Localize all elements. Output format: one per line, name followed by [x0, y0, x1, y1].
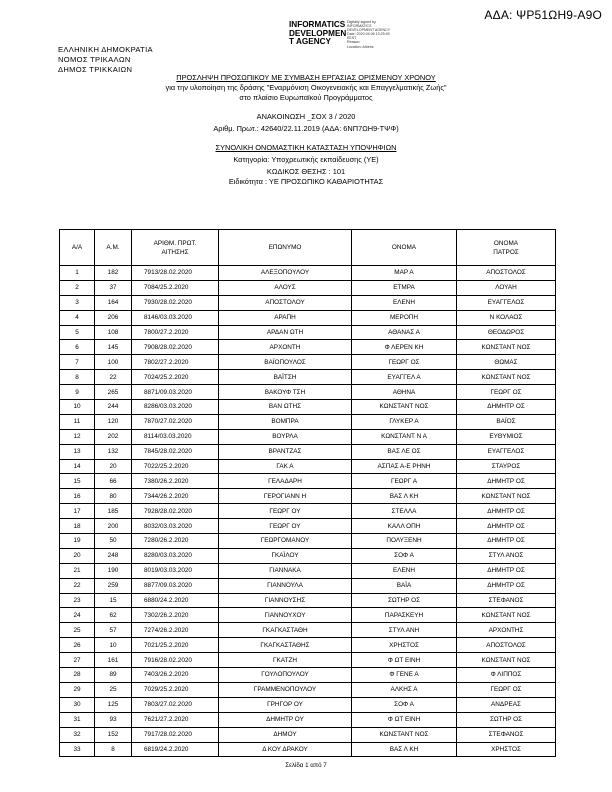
cell-father-name: ΚΩΝΣΤΑΝΤ ΝΟΣ: [457, 489, 556, 504]
table-row: [60, 474, 556, 489]
cell-protocol: 7800/27.2.2020: [132, 325, 219, 340]
cell-protocol: 7916/28.02.2020: [132, 653, 219, 668]
cell-protocol: 6819/24.2.2020: [132, 742, 219, 757]
cell-name: ΒΑΣ Λ ΚΗ: [352, 489, 457, 504]
cell-aa: 6: [60, 340, 95, 355]
cell-protocol: 8114/03.03.2020: [132, 429, 219, 444]
cell-protocol: 7021/25.2.2020: [132, 638, 219, 653]
cell-name: ΑΛΚΗΣ Α: [352, 682, 457, 697]
cell-aa: 33: [60, 742, 95, 757]
cell-am: 244: [95, 400, 132, 415]
document-subtitle-2: στο πλαίσιο Ευρωπαϊκού Προγράμματος: [239, 93, 373, 102]
cell-surname: ΓΕΡΟΓΙΑΝΝ Η: [219, 489, 352, 504]
cell-name: ΣΟΦ Α: [352, 697, 457, 712]
cell-father-name: ΚΩΝΣΤΑΝΤ ΝΟΣ: [457, 340, 556, 355]
cell-surname: ΒΡΑΝΤΖΑΣ: [219, 444, 352, 459]
cell-am: 125: [95, 697, 132, 712]
document-subtitle: για την υλοποίηση της δράσης "Εναρμόνιση Οικογενειακής και Επαγγελματικής Ζωής": [165, 83, 447, 92]
table-row: [60, 266, 556, 281]
cell-surname: ΓΕΩΡΓ ΟΥ: [219, 519, 352, 534]
cell-surname: ΒΑΪΟΠΟΥΛΟΣ: [219, 355, 352, 370]
cell-name: ΕΥΑΓΓΕΛ Α: [352, 370, 457, 385]
agency-name: [289, 21, 346, 47]
cell-am: 37: [95, 280, 132, 295]
cell-protocol: 7302/26.2.2020: [132, 608, 219, 623]
cell-aa: 5: [60, 325, 95, 340]
cell-aa: 3: [60, 295, 95, 310]
cell-father-name: ΔΗΜΗΤΡ ΟΣ: [457, 474, 556, 489]
table-row: [60, 489, 556, 504]
table-row: [60, 325, 556, 340]
cell-protocol: 8146/03.03.2020: [132, 310, 219, 325]
cell-father-name: ΣΩΤΗΡ ΟΣ: [457, 712, 556, 727]
cell-aa: 25: [60, 623, 95, 638]
cell-am: 200: [95, 519, 132, 534]
cell-am: 248: [95, 548, 132, 563]
cell-father-name: ΚΩΝΣΤΑΝΤ ΝΟΣ: [457, 608, 556, 623]
cell-am: 89: [95, 668, 132, 683]
cell-surname: ΒΑΚΟΥΦ ΤΣΗ: [219, 385, 352, 400]
document-title: ΠΡΟΣΛΗΨΗ ΠΡΟΣΩΠΙΚΟΥ ΜΕ ΣΥΜΒΑΣΗ ΕΡΓΑΣΙΑΣ ΟΡΙΣΜΕΝΟΥ ΧΡΟΝΟΥ: [176, 73, 436, 82]
cell-am: 206: [95, 310, 132, 325]
cell-protocol: 7621/27.2.2020: [132, 712, 219, 727]
cell-surname: ΓΕΩΡΓΟΜΑΝΟΥ: [219, 534, 352, 549]
cell-surname: ΓΡΑΜΜΕΝΟΠΟΥΛΟΥ: [219, 682, 352, 697]
table-row: [60, 504, 556, 519]
cell-surname: ΓΙΑΝΝΑΚΑ: [219, 563, 352, 578]
cell-am: 50: [95, 534, 132, 549]
cell-surname: ΒΑΪΤΣΗ: [219, 370, 352, 385]
category: Κατηγορία: Υποχρεωτικής εκπαίδευσης (ΥΕ): [233, 155, 379, 164]
cell-protocol: 7917/28.02.2020: [132, 727, 219, 742]
cell-aa: 14: [60, 459, 95, 474]
issuer-line: ΝΟΜΟΣ ΤΡΙΚΑΛΩΝ: [58, 55, 131, 65]
cell-father-name: ΓΕΩΡΓ ΟΣ: [457, 385, 556, 400]
table-row: [60, 340, 556, 355]
cell-am: 93: [95, 712, 132, 727]
signature-line: INFORMATICS: [347, 24, 372, 29]
col-header-surname: ΕΠΩΝΥΜΟ: [219, 230, 352, 266]
cell-father-name: ΣΤΕΦΑΝΟΣ: [457, 593, 556, 608]
cell-name: ΑΣΠΑΣ Α-Ε ΡΗΝΗ: [352, 459, 457, 474]
cell-name: ΠΟΛΥΞΕΝΗ: [352, 534, 457, 549]
table-row: [60, 682, 556, 697]
cell-father-name: ΘΕΟΔΩΡΟΣ: [457, 325, 556, 340]
cell-name: ΜΑΡ Α: [352, 266, 457, 281]
table-row: [60, 638, 556, 653]
cell-am: 57: [95, 623, 132, 638]
cell-name: Φ ΛΕΡΕΝ ΚΗ: [352, 340, 457, 355]
cell-father-name: ΒΑΪΟΣ: [457, 414, 556, 429]
cell-protocol: 8032/03.03.2020: [132, 519, 219, 534]
cell-father-name: ΚΩΝΣΤΑΝΤ ΝΟΣ: [457, 653, 556, 668]
signature-line: DEVELOPMENT AGENCY: [347, 28, 391, 33]
cell-aa: 27: [60, 653, 95, 668]
cell-father-name: ΔΗΜΗΤΡ ΟΣ: [457, 578, 556, 593]
cell-am: 22: [95, 370, 132, 385]
cell-aa: 2: [60, 280, 95, 295]
cell-am: 20: [95, 459, 132, 474]
issuer-header: [58, 45, 153, 76]
signature-line: Reason:: [347, 40, 361, 45]
cell-aa: 16: [60, 489, 95, 504]
table-row: [60, 459, 556, 474]
cell-aa: 26: [60, 638, 95, 653]
cell-protocol: 8019/03.03.2020: [132, 563, 219, 578]
cell-aa: 11: [60, 414, 95, 429]
cell-aa: 23: [60, 593, 95, 608]
cell-name: ΓΕΩΡΓ Α: [352, 474, 457, 489]
cell-am: 202: [95, 429, 132, 444]
table-row: [60, 429, 556, 444]
issuer-line: ΕΛΛΗΝΙΚΗ ΔΗΜΟΚΡΑΤΙΑ: [58, 45, 153, 54]
cell-aa: 17: [60, 504, 95, 519]
cell-father-name: ΘΩΜΑΣ: [457, 355, 556, 370]
cell-am: 15: [95, 593, 132, 608]
agency-line: T AGENCY: [289, 37, 332, 47]
table-row: [60, 295, 556, 310]
cell-aa: 20: [60, 548, 95, 563]
table-row: [60, 385, 556, 400]
cell-aa: 8: [60, 370, 95, 385]
cell-protocol: 7928/28.02.2020: [132, 504, 219, 519]
cell-father-name: ΔΗΜΗΤΡ ΟΣ: [457, 563, 556, 578]
cell-father-name: ΣΤΥΛ ΑΝΟΣ: [457, 548, 556, 563]
position-code: ΚΩΔΙΚΟΣ ΘΕΣΗΣ : 101: [266, 167, 346, 176]
col-header-am: Α.Μ.: [95, 230, 132, 266]
table-row: [60, 370, 556, 385]
cell-surname: ΑΠΟΣΤΟΛΟΥ: [219, 295, 352, 310]
table-row: [60, 444, 556, 459]
cell-father-name: ΑΠΟΣΤΟΛΟΣ: [457, 266, 556, 281]
cell-am: 164: [95, 295, 132, 310]
table-row: [60, 578, 556, 593]
cell-surname: ΓΙΑΝΝΟΥΧΟΥ: [219, 608, 352, 623]
table-row: [60, 593, 556, 608]
ada-code: ΑΔΑ: ΨΡ51ΩΗ9-Α9Ο: [484, 8, 602, 22]
table-row: [60, 653, 556, 668]
cell-protocol: 7280/26.2.2020: [132, 534, 219, 549]
candidates-table: [59, 229, 556, 757]
cell-am: 108: [95, 325, 132, 340]
cell-name: ΣΤΥΛ ΑΝΗ: [352, 623, 457, 638]
cell-surname: ΑΡΔΑΝ ΩΤΗ: [219, 325, 352, 340]
cell-father-name: ΣΤΕΦΑΝΟΣ: [457, 727, 556, 742]
table-row: [60, 519, 556, 534]
cell-surname: ΒΟΜΠΡΑ: [219, 414, 352, 429]
cell-protocol: 6880/24.2.2020: [132, 593, 219, 608]
table-row: [60, 400, 556, 415]
col-header-protocol-label: ΑΡΙΘΜ. ΠΡΩΤ. ΑΙΤΗΣΗΣ: [153, 239, 197, 256]
cell-name: ΚΩΝΣΤΑΝΤ Ν Α: [352, 429, 457, 444]
table-row: [60, 548, 556, 563]
table-body: [60, 266, 556, 757]
cell-protocol: 8877/09.03.2020: [132, 578, 219, 593]
cell-name: ΣΤΕΛΛΑ: [352, 504, 457, 519]
signature-line: EEST: [347, 36, 357, 41]
cell-protocol: 7803/27.02.2020: [132, 697, 219, 712]
cell-father-name: ΔΗΜΗΤΡ ΟΣ: [457, 400, 556, 415]
cell-aa: 30: [60, 697, 95, 712]
cell-aa: 21: [60, 563, 95, 578]
cell-surname: ΓΡΗΓΟΡ ΟΥ: [219, 697, 352, 712]
cell-protocol: 7930/28.02.2020: [132, 295, 219, 310]
col-header-aa: Α/Α: [60, 230, 95, 266]
cell-surname: ΑΡΑΠΗ: [219, 310, 352, 325]
cell-protocol: 7802/27.2.2020: [132, 355, 219, 370]
cell-am: 80: [95, 489, 132, 504]
cell-protocol: 7084/25.2.2020: [132, 280, 219, 295]
protocol-number: Αριθμ. Πρωτ.: 42640/22.11.2019 (ΑΔΑ: 6ΝΠ7ΩΗ9-ΤΨΦ): [213, 124, 399, 133]
cell-father-name: ΔΗΜΗΤΡ ΟΣ: [457, 534, 556, 549]
cell-father-name: ΓΕΩΡΓ ΟΣ: [457, 682, 556, 697]
cell-father-name: ΑΡΧΟΝΤΗΣ: [457, 623, 556, 638]
signature-line: Digitally signed by: [347, 20, 376, 24]
cell-surname: ΔΗΜΗΤΡ ΟΥ: [219, 712, 352, 727]
cell-surname: ΓΚΑΓΚΑΣΤΑΘΗΣ: [219, 638, 352, 653]
table-row: [60, 668, 556, 683]
cell-aa: 4: [60, 310, 95, 325]
cell-protocol: 7845/28.02.2020: [132, 444, 219, 459]
announcement-number: ΑΝΑΚΟΙΝΩΣΗ _ΣΟΧ 3 / 2020: [256, 112, 356, 121]
table-row: [60, 608, 556, 623]
cell-am: 190: [95, 563, 132, 578]
cell-protocol: 7908/28.02.2020: [132, 340, 219, 355]
cell-protocol: 8280/03.03.2020: [132, 548, 219, 563]
cell-surname: ΓΟΥΛΟΠΟΥΛΟΥ: [219, 668, 352, 683]
digital-signature-details: [347, 20, 407, 49]
page-number: Σελίδα 1 από 7: [285, 762, 327, 769]
signature-line: Location: Athens: [347, 44, 374, 49]
cell-surname: ΓΑΚ Α: [219, 459, 352, 474]
cell-name: ΜΕΡΟΠΗ: [352, 310, 457, 325]
cell-aa: 10: [60, 400, 95, 415]
cell-am: 152: [95, 727, 132, 742]
cell-name: ΑΘΑΝΑΣ Α: [352, 325, 457, 340]
cell-name: ΑΘΗΝΑ: [352, 385, 457, 400]
cell-am: 62: [95, 608, 132, 623]
cell-am: 265: [95, 385, 132, 400]
cell-am: 10: [95, 638, 132, 653]
cell-aa: 1: [60, 266, 95, 281]
table-row: [60, 623, 556, 638]
cell-aa: 32: [60, 727, 95, 742]
cell-aa: 12: [60, 429, 95, 444]
cell-am: 145: [95, 340, 132, 355]
cell-father-name: ΔΗΜΗΤΡ ΟΣ: [457, 504, 556, 519]
cell-protocol: 7029/25.2.2020: [132, 682, 219, 697]
table-row: [60, 355, 556, 370]
cell-aa: 28: [60, 668, 95, 683]
col-header-protocol: [132, 230, 219, 266]
cell-name: ΚΩΝΣΤΑΝΤ ΝΟΣ: [352, 727, 457, 742]
cell-protocol: 8871/09.03.2020: [132, 385, 219, 400]
cell-protocol: 7274/26.2.2020: [132, 623, 219, 638]
issuer-line: ΔΗΜΟΣ ΤΡΙΚΚΑΙΩΝ: [58, 65, 133, 75]
cell-name: Φ ΩΤ ΕΙΝΗ: [352, 712, 457, 727]
cell-name: ΕΤΜΡΑ: [352, 280, 457, 295]
table-row: [60, 310, 556, 325]
cell-father-name: Ν ΚΟΛΑΟΣ: [457, 310, 556, 325]
cell-father-name: ΛΟΥΑΗ: [457, 280, 556, 295]
signature-line: Date: 2020.04.06 13:25:49: [347, 32, 390, 37]
cell-surname: ΑΛΟΥΣ: [219, 280, 352, 295]
cell-aa: 13: [60, 444, 95, 459]
cell-protocol: 7344/26.2.2020: [132, 489, 219, 504]
cell-surname: ΓΕΛΑΔΑΡΗ: [219, 474, 352, 489]
cell-surname: ΒΑΝ ΩΤΗΣ: [219, 400, 352, 415]
table-header-row: [60, 230, 556, 266]
cell-name: ΒΑΣ ΛΕ ΟΣ: [352, 444, 457, 459]
cell-surname: ΓΚΑΤΖΗ: [219, 653, 352, 668]
cell-surname: ΑΡΧΟΝΤΗ: [219, 340, 352, 355]
cell-am: 120: [95, 414, 132, 429]
cell-am: 185: [95, 504, 132, 519]
cell-aa: 7: [60, 355, 95, 370]
cell-name: ΣΟΦ Α: [352, 548, 457, 563]
cell-name: ΒΑΣ Λ ΚΗ: [352, 742, 457, 757]
cell-name: ΧΡΗΣΤΟΣ: [352, 638, 457, 653]
cell-aa: 24: [60, 608, 95, 623]
cell-father-name: Φ ΛΙΠΠΟΣ: [457, 668, 556, 683]
cell-am: 132: [95, 444, 132, 459]
cell-aa: 29: [60, 682, 95, 697]
table-row: [60, 712, 556, 727]
cell-father-name: ΧΡΗΣΤΟΣ: [457, 742, 556, 757]
cell-name: ΒΑΪΑ: [352, 578, 457, 593]
cell-surname: Δ ΚΟΥ ΔΡΑΚΟΥ: [219, 742, 352, 757]
agency-line: DEVELOPMEN: [289, 28, 347, 38]
cell-aa: 18: [60, 519, 95, 534]
cell-name: ΣΩΤΗΡ ΟΣ: [352, 593, 457, 608]
table-row: [60, 742, 556, 757]
cell-name: ΚΩΝΣΤΑΝΤ ΝΟΣ: [352, 400, 457, 415]
cell-father-name: ΕΥΘΥΜΙΟΣ: [457, 429, 556, 444]
cell-name: ΠΑΡΑΣΚΕΥΗ: [352, 608, 457, 623]
cell-protocol: 7870/27.02.2020: [132, 414, 219, 429]
cell-father-name: ΣΤΑΥΡΟΣ: [457, 459, 556, 474]
list-title: ΣΥΝΟΛΙΚΗ ΟΝΟΜΑΣΤΙΚΗ ΚΑΤΑΣΤΑΣΗ ΥΠΟΨΗΦΙΩΝ: [215, 143, 397, 152]
cell-aa: 19: [60, 534, 95, 549]
cell-father-name: ΑΠΟΣΤΟΛΟΣ: [457, 638, 556, 653]
cell-protocol: 7403/26.2.2020: [132, 668, 219, 683]
cell-father-name: ΕΥΑΓΓΕΛΟΣ: [457, 444, 556, 459]
table-row: [60, 534, 556, 549]
cell-surname: ΓΕΩΡΓ ΟΥ: [219, 504, 352, 519]
table-row: [60, 280, 556, 295]
cell-surname: ΓΙΑΝΝΟΥΛΑ: [219, 578, 352, 593]
cell-surname: ΑΛΕΞΟΠΟΥΛΟΥ: [219, 266, 352, 281]
cell-am: 25: [95, 682, 132, 697]
cell-protocol: 8286/03.03.2020: [132, 400, 219, 415]
cell-surname: ΔΗΜΟΥ: [219, 727, 352, 742]
cell-father-name: ΕΥΑΓΓΕΛΟΣ: [457, 295, 556, 310]
cell-am: 259: [95, 578, 132, 593]
table-row: [60, 414, 556, 429]
cell-father-name: ΑΝΔΡΕΑΣ: [457, 697, 556, 712]
cell-protocol: 7380/26.2.2020: [132, 474, 219, 489]
cell-am: 66: [95, 474, 132, 489]
cell-name: ΕΛΕΝΗ: [352, 295, 457, 310]
cell-surname: ΒΟΥΡΛΑ: [219, 429, 352, 444]
cell-protocol: 7022/25.2.2020: [132, 459, 219, 474]
col-header-father-name: [457, 230, 556, 266]
table-row: [60, 563, 556, 578]
table-row: [60, 727, 556, 742]
cell-am: 8: [95, 742, 132, 757]
cell-aa: 15: [60, 474, 95, 489]
cell-aa: 31: [60, 712, 95, 727]
cell-father-name: ΔΗΜΗΤΡ ΟΣ: [457, 519, 556, 534]
col-header-father-name-label: ΟΝΟΜΑ ΠΑΤΡΟΣ: [493, 239, 519, 256]
cell-protocol: 7913/28.02.2020: [132, 266, 219, 281]
specialty: Ειδικότητα : ΥΕ ΠΡΟΣΩΠΙΚΟ ΚΑΘΑΡΙΟΤΗΤΑΣ: [228, 177, 384, 186]
cell-aa: 22: [60, 578, 95, 593]
cell-surname: ΓΚΑΪΛΟΥ: [219, 548, 352, 563]
cell-name: ΓΛΥΚΕΡ Α: [352, 414, 457, 429]
cell-am: 182: [95, 266, 132, 281]
cell-name: ΕΛΕΝΗ: [352, 563, 457, 578]
table-row: [60, 697, 556, 712]
cell-am: 100: [95, 355, 132, 370]
cell-surname: ΓΙΑΝΝΟΥΣΗΣ: [219, 593, 352, 608]
cell-protocol: 7024/25.2.2020: [132, 370, 219, 385]
agency-line: INFORMATICS: [289, 20, 346, 29]
cell-name: ΓΕΩΡΓ ΟΣ: [352, 355, 457, 370]
cell-surname: ΓΚΑΓΚΑΣΤΑΘΗ: [219, 623, 352, 638]
cell-name: ΚΑΛΛ ΟΠΗ: [352, 519, 457, 534]
cell-name: Φ ΓΕΝΕ Α: [352, 668, 457, 683]
cell-name: Φ ΩΤ ΕΙΝΗ: [352, 653, 457, 668]
cell-aa: 9: [60, 385, 95, 400]
cell-am: 161: [95, 653, 132, 668]
col-header-name: ΟΝΟΜΑ: [352, 230, 457, 266]
cell-father-name: ΚΩΝΣΤΑΝΤ ΝΟΣ: [457, 370, 556, 385]
